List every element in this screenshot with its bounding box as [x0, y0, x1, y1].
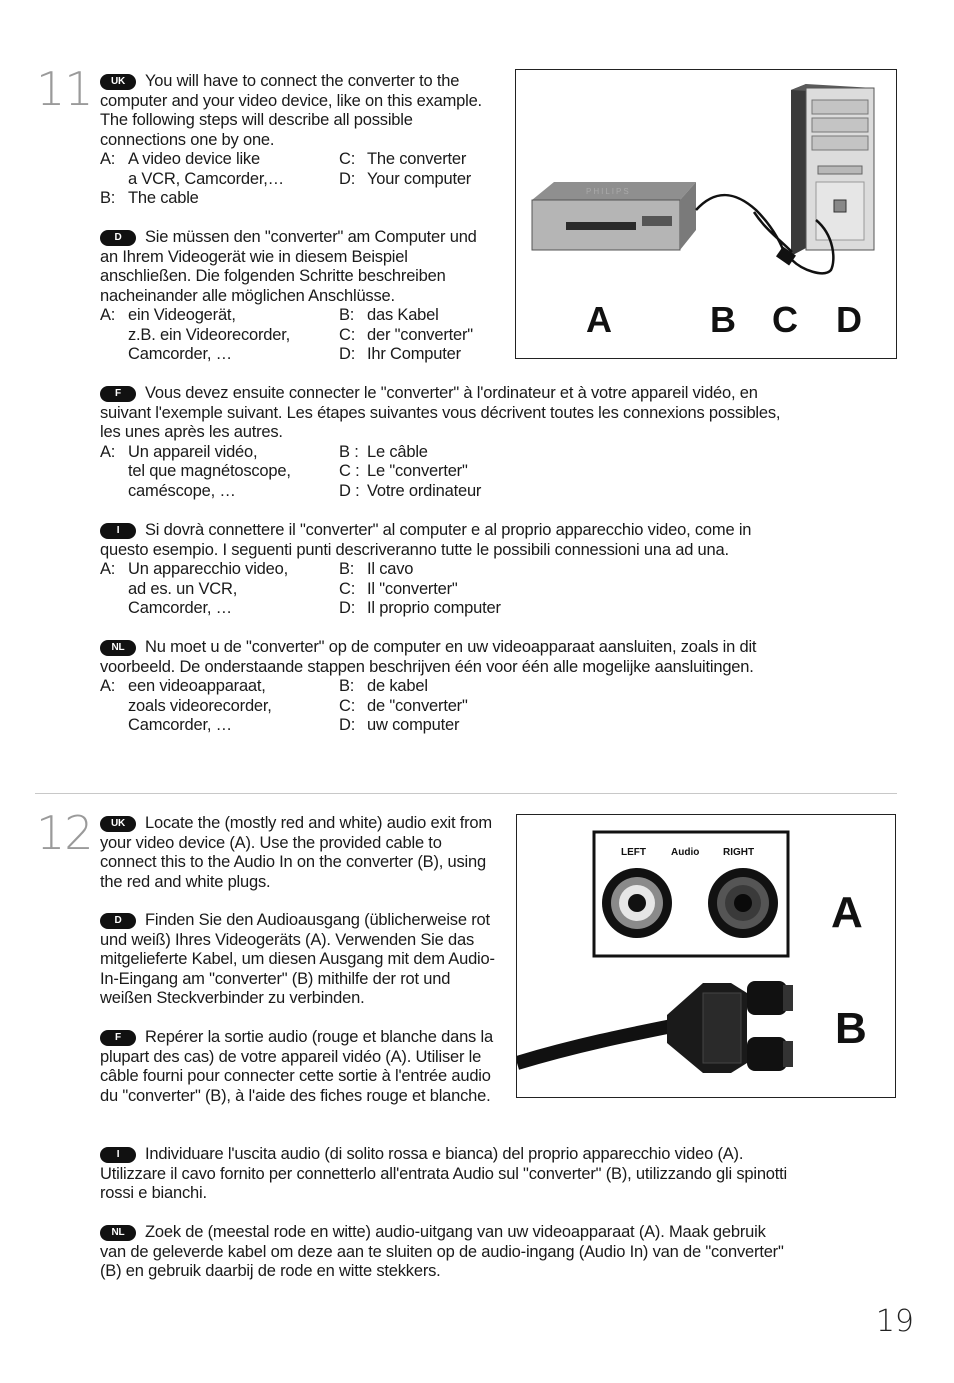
- fr-language-badge: F: [100, 1030, 136, 1046]
- list-key: B:: [100, 189, 116, 207]
- section-divider: [35, 793, 897, 794]
- list-key: [100, 599, 128, 619]
- step12-fr-text: Repérer la sortie audio (rouge et blanche dans la plupart des cas) de votre appareil vidéo (A). Utiliser le câble fourni pour connecter cette sortie à l'entrée audio du "converter" (B), à l'aide des fiches rouge et blanche.: [100, 1028, 493, 1105]
- list-value: Votre ordinateur: [367, 481, 482, 500]
- step11-nl-block: [100, 638, 800, 736]
- de-language-badge: D: [100, 230, 136, 246]
- step12-de-text: Finden Sie den Audioausgang (üblicherweise rot und weiß) Ihres Videogeräts (A). Verwenden Sie das mitgelieferte Kabel, um diesen Ausgang mit dem Audio-In-Eingang am "converter" (B) mithilfe der rot und weißen Steckverbinder zu verbinden.: [100, 911, 495, 1007]
- step11-it-text: Si dovrà connettere il "converter" al computer e al proprio apparecchio video, come in questo esempio. I seguenti punti descriveranno tutte le possibili connessioni una ad una.: [100, 521, 752, 559]
- list-key: D:: [339, 599, 356, 617]
- list-key: D :: [339, 481, 360, 500]
- list-key: [100, 482, 128, 502]
- list-key: C:: [339, 696, 356, 715]
- list-value: Il cavo: [367, 560, 414, 578]
- list-key: D:: [339, 345, 356, 363]
- fr-language-badge: F: [100, 386, 136, 402]
- list-key: A:: [100, 442, 116, 461]
- label-A: A: [586, 299, 612, 340]
- list-key: B:: [339, 677, 355, 695]
- list-key: B:: [339, 560, 355, 578]
- step12-uk-block: [100, 814, 495, 892]
- list-value: Le "converter": [367, 462, 468, 480]
- step11-fr-block: [100, 384, 800, 501]
- nl-language-badge: NL: [100, 640, 136, 656]
- list-value: ein Videogerät,: [128, 306, 236, 324]
- list-value: Un appareil vidéo,: [128, 442, 258, 461]
- nl-language-badge: NL: [100, 1225, 136, 1241]
- y-cable-adapter: [517, 981, 793, 1073]
- vcr-display: [642, 216, 672, 226]
- list-key: [100, 716, 128, 736]
- power-button: [834, 200, 846, 212]
- uk-language-badge: UK: [100, 816, 136, 832]
- list-value: ad es. un VCR,: [128, 579, 238, 598]
- list-value: Camcorder, …: [128, 716, 232, 734]
- step12-nl-block: [100, 1223, 790, 1282]
- list-value: de "converter": [367, 696, 468, 715]
- step11-uk-block: [100, 72, 495, 209]
- step12-uk-text: Locate the (mostly red and white) audio exit from your video device (A). Use the provided cable to connect this to the Audio In on the converter (B), using the red and white plugs.: [100, 814, 492, 891]
- it-language-badge: I: [100, 523, 136, 539]
- list-key: [100, 462, 128, 482]
- step11-fr-text: Vous devez ensuite connecter le "converter" à l'ordinateur et à votre appareil vidéo, en suivant l'exemple suivant. Les étapes suivantes vous décrivent toutes les connexions possibles, les unes après les autres.: [100, 384, 781, 441]
- list-value: de kabel: [367, 677, 428, 695]
- label-A: A: [831, 888, 863, 937]
- step11-figure: [515, 69, 897, 359]
- list-key: A:: [100, 150, 116, 168]
- audio-jacks-and-cable-illustration: [517, 815, 895, 1097]
- list-value: A video device like: [128, 150, 260, 168]
- left-audio-jack: [602, 868, 672, 938]
- step12-it-text: Individuare l'uscita audio (di solito rossa e bianca) del proprio apparecchio video (A). Utilizzare il cavo fornito per connetterlo all'entrata Audio sul "converter" (B), utilizzando gli spinotti rossi e bianchi.: [100, 1145, 788, 1202]
- step12-it-block: [100, 1145, 790, 1204]
- list-value: Un apparecchio video,: [128, 560, 288, 578]
- right-audio-jack: [708, 868, 778, 938]
- list-value: das Kabel: [367, 306, 439, 324]
- list-value: der "converter": [367, 325, 473, 344]
- list-key: A:: [100, 560, 116, 578]
- list-value: Camcorder, …: [128, 599, 232, 617]
- step11-it-block: [100, 521, 800, 619]
- list-key: [100, 326, 128, 346]
- page-number: 19: [875, 1304, 914, 1339]
- uk-language-badge: UK: [100, 74, 136, 90]
- list-value: Your computer: [367, 169, 472, 188]
- list-key: [100, 697, 128, 717]
- list-value: Le câble: [367, 442, 428, 461]
- step-number-11: 11: [36, 62, 93, 116]
- jack-label-audio: Audio: [671, 847, 700, 858]
- step11-de-block: [100, 228, 495, 365]
- list-key: B:: [339, 306, 355, 324]
- computer-tower-side: [791, 84, 806, 256]
- list-key: [100, 345, 128, 365]
- list-key: C:: [339, 325, 356, 344]
- list-key: C:: [339, 579, 356, 598]
- drive-bay-3: [812, 136, 868, 150]
- drive-bay-1: [812, 100, 868, 114]
- list-value: caméscope, …: [128, 481, 236, 500]
- list-value: Camcorder, …: [128, 345, 232, 363]
- jack-label-left: LEFT: [621, 847, 646, 858]
- list-value: een videoapparaat,: [128, 677, 266, 695]
- list-key: [339, 189, 367, 209]
- drive-bay-2: [812, 118, 868, 132]
- step12-fr-block: [100, 1028, 500, 1106]
- vcr-tape-slot: [566, 222, 636, 230]
- step12-nl-text: Zoek de (meestal rode en witte) audio-uitgang van uw videoapparaat (A). Maak gebruik van de geleverde kabel om deze aan te sluiten op de audio-ingang (Audio In) van de "converter" (B) en gebruik daarbij de rode en witte stekkers.: [100, 1223, 784, 1280]
- step11-nl-text: Nu moet u de "converter" op de computer en uw videoapparaat aansluiten, zoals in dit voorbeeld. De onderstaande stappen beschrijven één voor één alle mogelijke aansluitingen.: [100, 638, 757, 676]
- label-B: B: [835, 1004, 867, 1053]
- step-number-12: 12: [36, 806, 93, 860]
- floppy-drive: [818, 166, 862, 174]
- list-value: a VCR, Camcorder,…: [128, 169, 284, 188]
- label-B: B: [710, 299, 736, 340]
- list-key: B :: [339, 442, 359, 461]
- label-C: C: [772, 299, 798, 340]
- step11-de-text: Sie müssen den "converter" am Computer und an Ihrem Videogerät wie in diesem Beispiel anschließen. Die folgenden Schritte beschreiben nacheinander alle möglichen Anschlüsse.: [100, 228, 477, 305]
- list-value: Il proprio computer: [367, 599, 501, 617]
- list-key: [100, 170, 128, 190]
- step12-figure: [516, 814, 896, 1098]
- vcr-brand: PHILIPS: [586, 187, 631, 196]
- list-value: zoals videorecorder,: [128, 696, 272, 715]
- list-key: [100, 580, 128, 600]
- de-language-badge: D: [100, 913, 136, 929]
- step11-uk-text: You will have to connect the converter to the computer and your video device, like on this example. The following steps will describe all possible connections one by one.: [100, 72, 482, 149]
- jack-label-right: RIGHT: [723, 847, 755, 858]
- list-value: uw computer: [367, 716, 460, 734]
- list-key: D:: [339, 169, 356, 188]
- label-D: D: [836, 299, 862, 340]
- list-key: C:: [339, 150, 356, 168]
- vcr-cable-converter-computer-illustration: [516, 70, 896, 358]
- list-value: The converter: [367, 150, 467, 168]
- list-key: D:: [339, 716, 356, 734]
- list-key: A:: [100, 306, 116, 324]
- list-key: A:: [100, 677, 116, 695]
- it-language-badge: I: [100, 1147, 136, 1163]
- step12-de-block: [100, 911, 495, 1009]
- list-value: The cable: [128, 189, 199, 207]
- list-value: z.B. ein Videorecorder,: [128, 325, 291, 344]
- list-value: Il "converter": [367, 579, 458, 598]
- list-key: C :: [339, 462, 360, 480]
- list-value: tel que magnétoscope,: [128, 462, 291, 480]
- list-value: Ihr Computer: [367, 345, 461, 363]
